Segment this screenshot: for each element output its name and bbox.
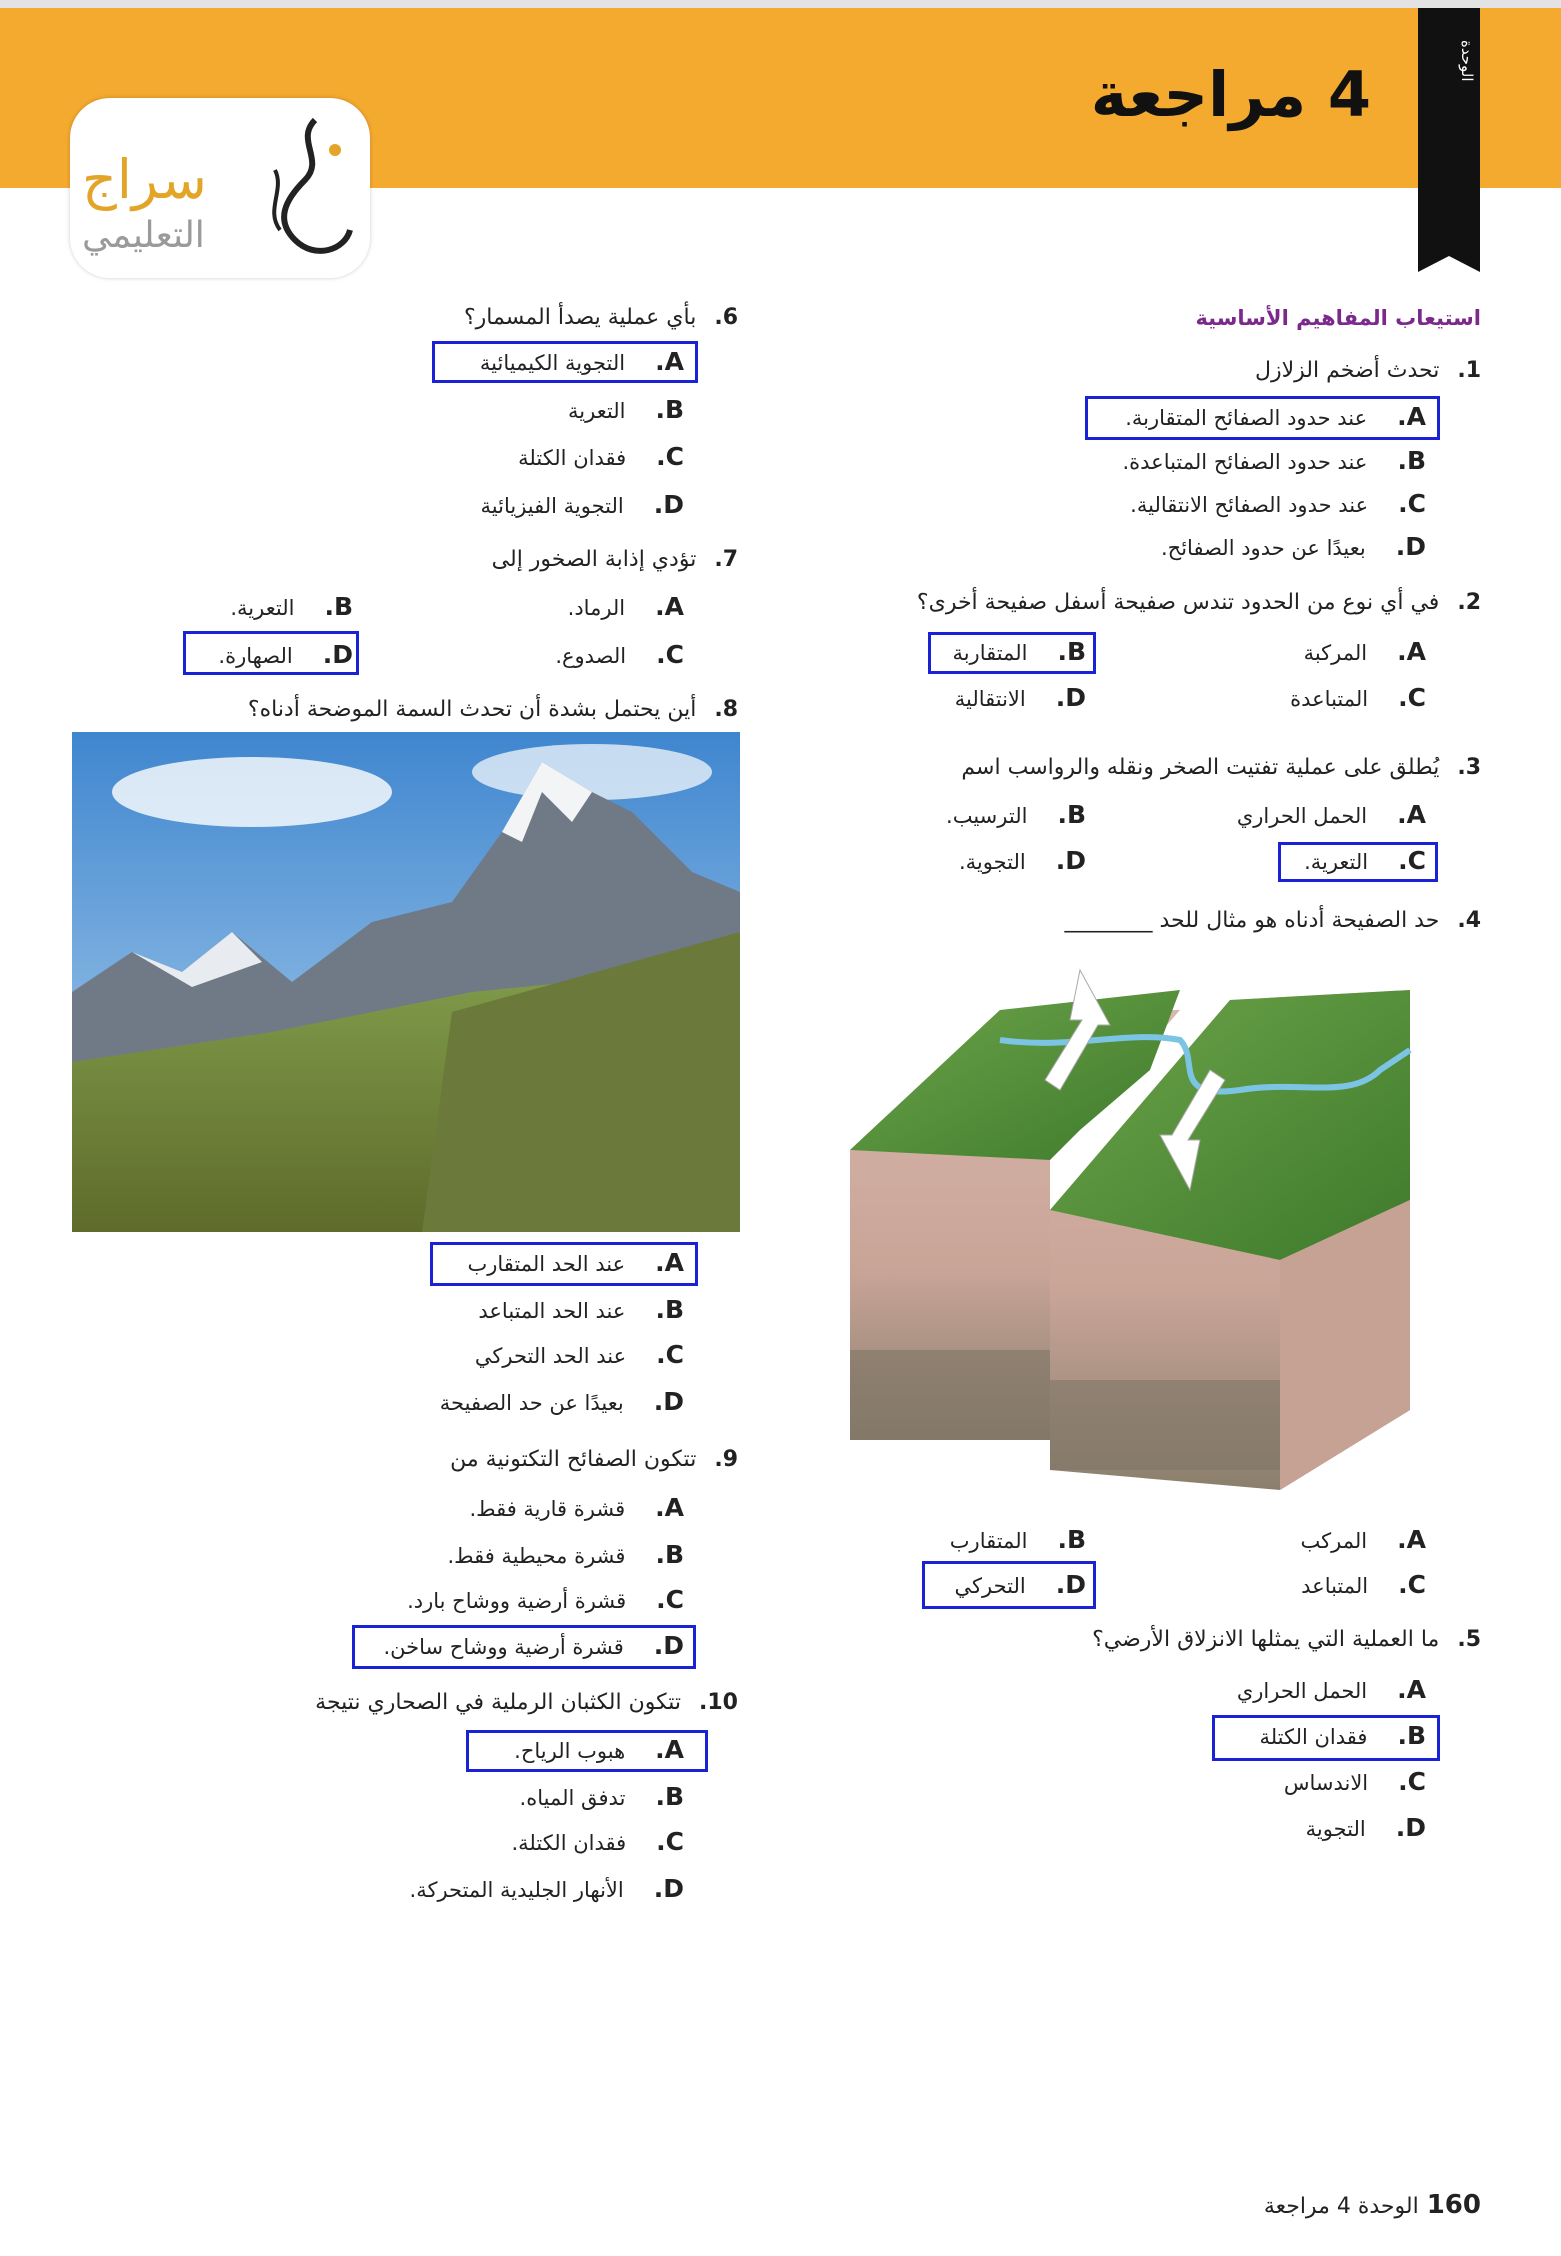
- option-b[interactable]: B.عند الحد المتباعد: [478, 1295, 684, 1324]
- question-9: 9.تتكون الصفائح التكتونية من: [450, 1447, 738, 1472]
- section-title: استيعاب المفاهيم الأساسية: [1195, 306, 1481, 330]
- logo-text-sub: التعليمي: [82, 215, 205, 256]
- option-c[interactable]: C.عند حدود الصفائح الانتقالية.: [1130, 489, 1426, 518]
- plate-boundary-diagram: [850, 930, 1430, 1490]
- option-b[interactable]: B.المتقاربة: [952, 637, 1086, 666]
- option-c[interactable]: C.التعرية.: [1304, 846, 1426, 875]
- option-c[interactable]: C.المتباعد: [1301, 1570, 1426, 1599]
- header-top-line: [0, 0, 1561, 8]
- option-a[interactable]: A.هبوب الرياح.: [514, 1735, 684, 1764]
- question-6: 6.بأي عملية يصدأ المسمار؟: [463, 305, 738, 330]
- question-text: تحدث أضخم الزلازل: [1255, 358, 1440, 383]
- option-d[interactable]: D.الصهارة.: [218, 640, 353, 669]
- option-a[interactable]: A.التجوية الكيميائية: [479, 347, 684, 376]
- option-b[interactable]: B.الترسيب.: [946, 800, 1086, 829]
- option-b[interactable]: B.عند حدود الصفائح المتباعدة.: [1122, 446, 1426, 475]
- option-a[interactable]: A.الرماد.: [567, 592, 684, 621]
- option-c[interactable]: C.قشرة أرضية ووشاح بارد.: [407, 1585, 684, 1614]
- option-b[interactable]: B.فقدان الكتلة: [1259, 1721, 1426, 1750]
- option-a[interactable]: A.المركب: [1300, 1525, 1426, 1554]
- option-d[interactable]: D.التجوية الفيزيائية: [480, 490, 684, 519]
- option-d[interactable]: D.الأنهار الجليدية المتحركة.: [409, 1874, 684, 1903]
- question-1: [1255, 358, 1481, 383]
- option-b[interactable]: B.تدفق المياه.: [519, 1782, 684, 1811]
- option-b[interactable]: B.قشرة محيطية فقط.: [447, 1540, 684, 1569]
- question-number: 1.: [1457, 358, 1481, 383]
- option-d[interactable]: D.بعيدًا عن حد الصفيحة: [439, 1387, 684, 1416]
- question-7: 7.تؤدي إذابة الصخور إلى: [491, 547, 738, 572]
- option-b[interactable]: B.التعرية: [568, 395, 684, 424]
- option-a[interactable]: A.عند حدود الصفائح المتقاربة.: [1125, 402, 1426, 431]
- question-5: 5.ما العملية التي يمثلها الانزلاق الأرضي؟: [1092, 1627, 1481, 1652]
- logo-calligraphy-icon: [255, 110, 365, 270]
- option-b[interactable]: B.التعرية.: [230, 592, 353, 621]
- option-d[interactable]: D.قشرة أرضية ووشاح ساخن.: [383, 1631, 684, 1660]
- option-a[interactable]: A.عند الحد المتقارب: [467, 1248, 684, 1277]
- mountain-photo: [72, 732, 740, 1232]
- option-d[interactable]: D.التجوية: [1305, 1813, 1426, 1842]
- option-a[interactable]: A.الحمل الحراري: [1236, 800, 1426, 829]
- chapter-ribbon-tip: [1418, 256, 1480, 272]
- logo-text-main: سراج: [82, 148, 207, 211]
- option-c[interactable]: C.الصدوع.: [555, 640, 684, 669]
- option-d[interactable]: D.التجوية.: [958, 846, 1086, 875]
- option-a[interactable]: A.قشرة قارية فقط.: [469, 1493, 684, 1522]
- option-c[interactable]: C.فقدان الكتلة: [518, 442, 684, 471]
- option-c[interactable]: C.فقدان الكتلة.: [511, 1827, 684, 1856]
- option-c[interactable]: C.الاندساس: [1283, 1767, 1426, 1796]
- question-10: 10.تتكون الكثبان الرملية في الصحاري نتيجة: [315, 1690, 738, 1715]
- option-d[interactable]: D.بعيدًا عن حدود الصفائح.: [1160, 532, 1426, 561]
- question-3: 3.يُطلق على عملية تفتيت الصخر ونقله والرواسب اسم: [961, 755, 1481, 780]
- option-a[interactable]: A.المركبة: [1303, 637, 1426, 666]
- option-c[interactable]: C.عند الحد التحركي: [474, 1340, 684, 1369]
- option-b[interactable]: B.المتقارب: [949, 1525, 1086, 1554]
- option-c[interactable]: C.المتباعدة: [1290, 683, 1426, 712]
- page-title: 4 مراجعة: [1090, 58, 1371, 131]
- question-8: 8.أين يحتمل بشدة أن تحدث السمة الموضحة أدناه؟: [247, 697, 738, 722]
- option-d[interactable]: D.التحركي: [954, 1570, 1086, 1599]
- question-2: 2.في أي نوع من الحدود تندس صفيحة أسفل صفيحة أخرى؟: [916, 590, 1481, 615]
- chapter-ribbon-text: الوحدة: [1458, 40, 1476, 82]
- option-d[interactable]: D.الانتقالية: [954, 683, 1086, 712]
- question-4: 4.حد الصفيحة أدناه هو مثال للحد ________: [1064, 908, 1481, 933]
- page-footer: [1264, 2190, 1481, 2220]
- footer-label: الوحدة 4 مراجعة: [1263, 2194, 1419, 2219]
- option-a[interactable]: A.الحمل الحراري: [1236, 1675, 1426, 1704]
- page-number: 160: [1426, 2190, 1481, 2220]
